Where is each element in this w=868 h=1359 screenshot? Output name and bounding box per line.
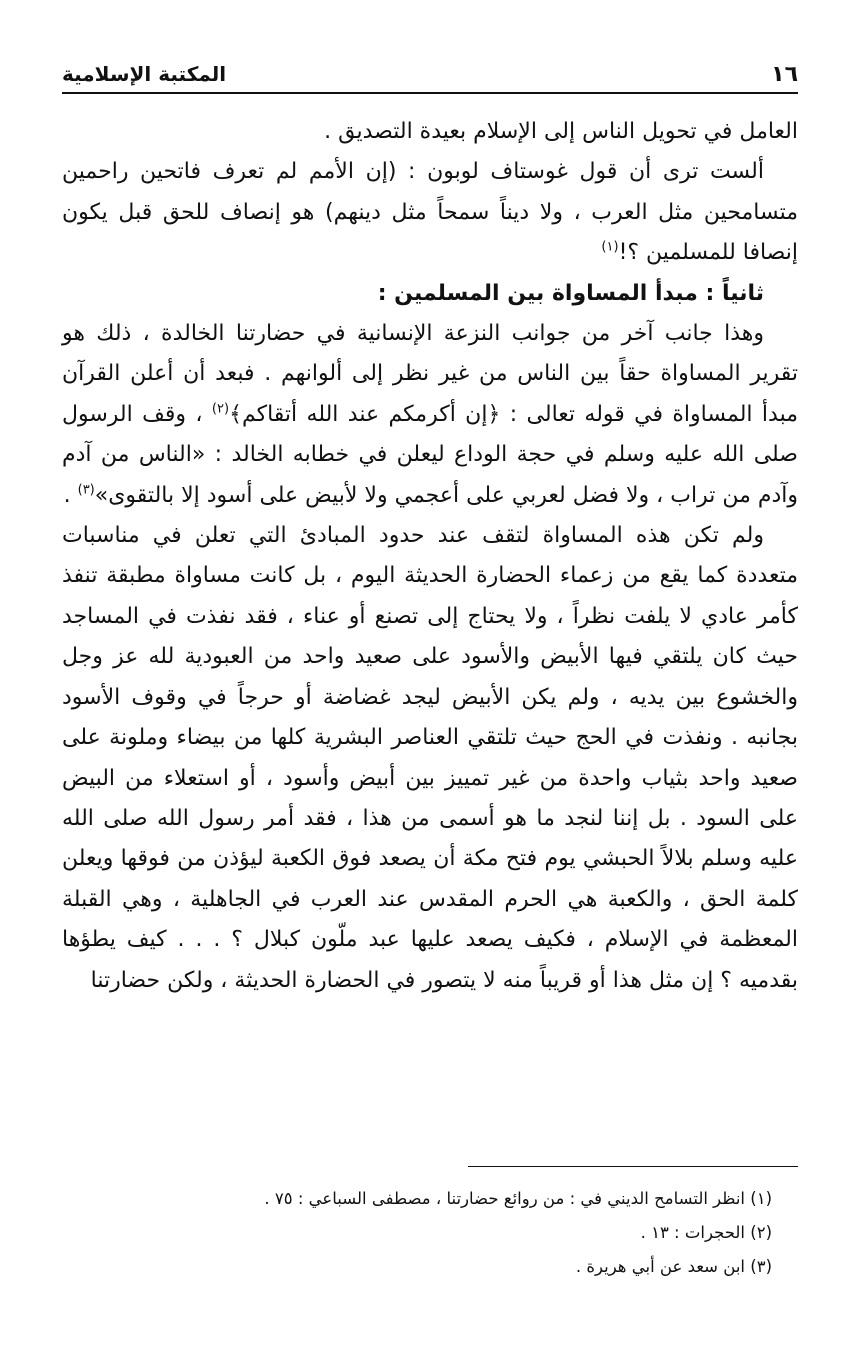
section-heading: ثانياً : مبدأ المساواة بين المسلمين : — [377, 280, 764, 306]
paragraph-4: ولم تكن هذه المساواة لتقف عند حدود المبادئ التي تعلن في مناسبات متعددة كما يقع من زعماء الحضارة الحديثة اليوم ، بل كانت مساواة مطبقة تنفذ كأمر عادي لا يلفت نظراً ، ولا يحتاج إلى تصنع أو عناء ، فقد نفذت في المساجد حيث كان يلتقي فيها الأبيض والأسود على صعيد واحد من العبودية لله عز وجل والخشوع بين يديه ، ولم يكن الأبيض ليجد غضاضة أو حرجاً في وقوف الأسود بجانبه . ونفذت في الحج حيث تلتقي العناصر البشرية كلها من بيضاء وملونة على صعيد واحد بثياب واحدة من غير تمييز بين أبيض وأسود ، أو استعلاء من البيض على السود . بل إننا لنجد ما هو أسمى من هذا ، فقد أمر رسول الله صلى الله عليه وسلم بلالاً الحبشي يوم فتح مكة أن يصعد فوق الكعبة ليؤذن من فوقها ويعلن كلمة الحق ، والكعبة هي الحرم المقدس عند العرب في الجاهلية ، وهي القبلة المعظمة في الإسلام ، فكيف يصعد عليها عبد ملّون كبلال ؟ . . . كيف يطؤها بقدميه ؟ إن مثل هذا أو قريباً منه لا يتصور في الحضارة الحديثة ، ولكن حضارتنا — [62, 523, 798, 993]
footnote-1: (١) انظر التسامح الديني في : من روائع حضارتنا ، مصطفى السباعي : ٧٥ . — [264, 1189, 772, 1208]
footnote-ref-1[interactable]: (١) — [601, 239, 619, 255]
footnote-ref-3[interactable]: (٣) — [77, 482, 95, 498]
running-header — [62, 52, 798, 94]
paragraph-3 — [62, 314, 798, 516]
footnote-2: (٢) الحجرات : ١٣ . — [640, 1223, 772, 1242]
paragraph-2-text: ألست ترى أن قول غوستاف لوبون : (إن الأمم لم تعرف فاتحين راحمين متسامحين مثل العرب ، ولا ديناً سمحاً مثل دينهم) هو إنصاف للحق قبل يكون إنصافا للمسلمين ؟! — [62, 159, 798, 266]
footnote-ref-2[interactable]: (٢) — [211, 401, 230, 417]
paragraph-3-text-c: . — [63, 482, 78, 508]
paragraph-1: العامل في تحويل الناس إلى الإسلام بعيدة التصديق . — [324, 119, 798, 144]
footnote-3: (٣) ابن سعد عن أبي هريرة . — [575, 1257, 772, 1276]
body-text — [62, 112, 798, 1001]
header-title: المكتبة الإسلامية — [62, 62, 227, 86]
paragraph-2 — [62, 152, 798, 273]
paragraph-3-text-a: وهذا جانب آخر من جوانب النزعة الإنسانية في حضارتنا الخالدة ، ذلك هو تقرير المساواة حقاً بين الناس من غير نظر إلى ألوانهم . فبعد أن أعلن القرآن مبدأ المساواة في قوله تعالى : ﴿إن أكرمكم عند الله أتقاكم﴾ — [62, 321, 798, 427]
footnotes — [62, 1182, 772, 1284]
paragraph-3-text-b: ، وقف الرسول صلى الله عليه وسلم في حجة الوداع ليعلن في خطابه الخالد : «الناس من آدم وآدم من تراب ، ولا فضل لعربي على أعجمي ولا لأبيض على أسود إلا بالتقوى» — [62, 401, 798, 508]
footnote-divider — [468, 1166, 798, 1167]
page-number: ١٦ — [771, 62, 798, 87]
